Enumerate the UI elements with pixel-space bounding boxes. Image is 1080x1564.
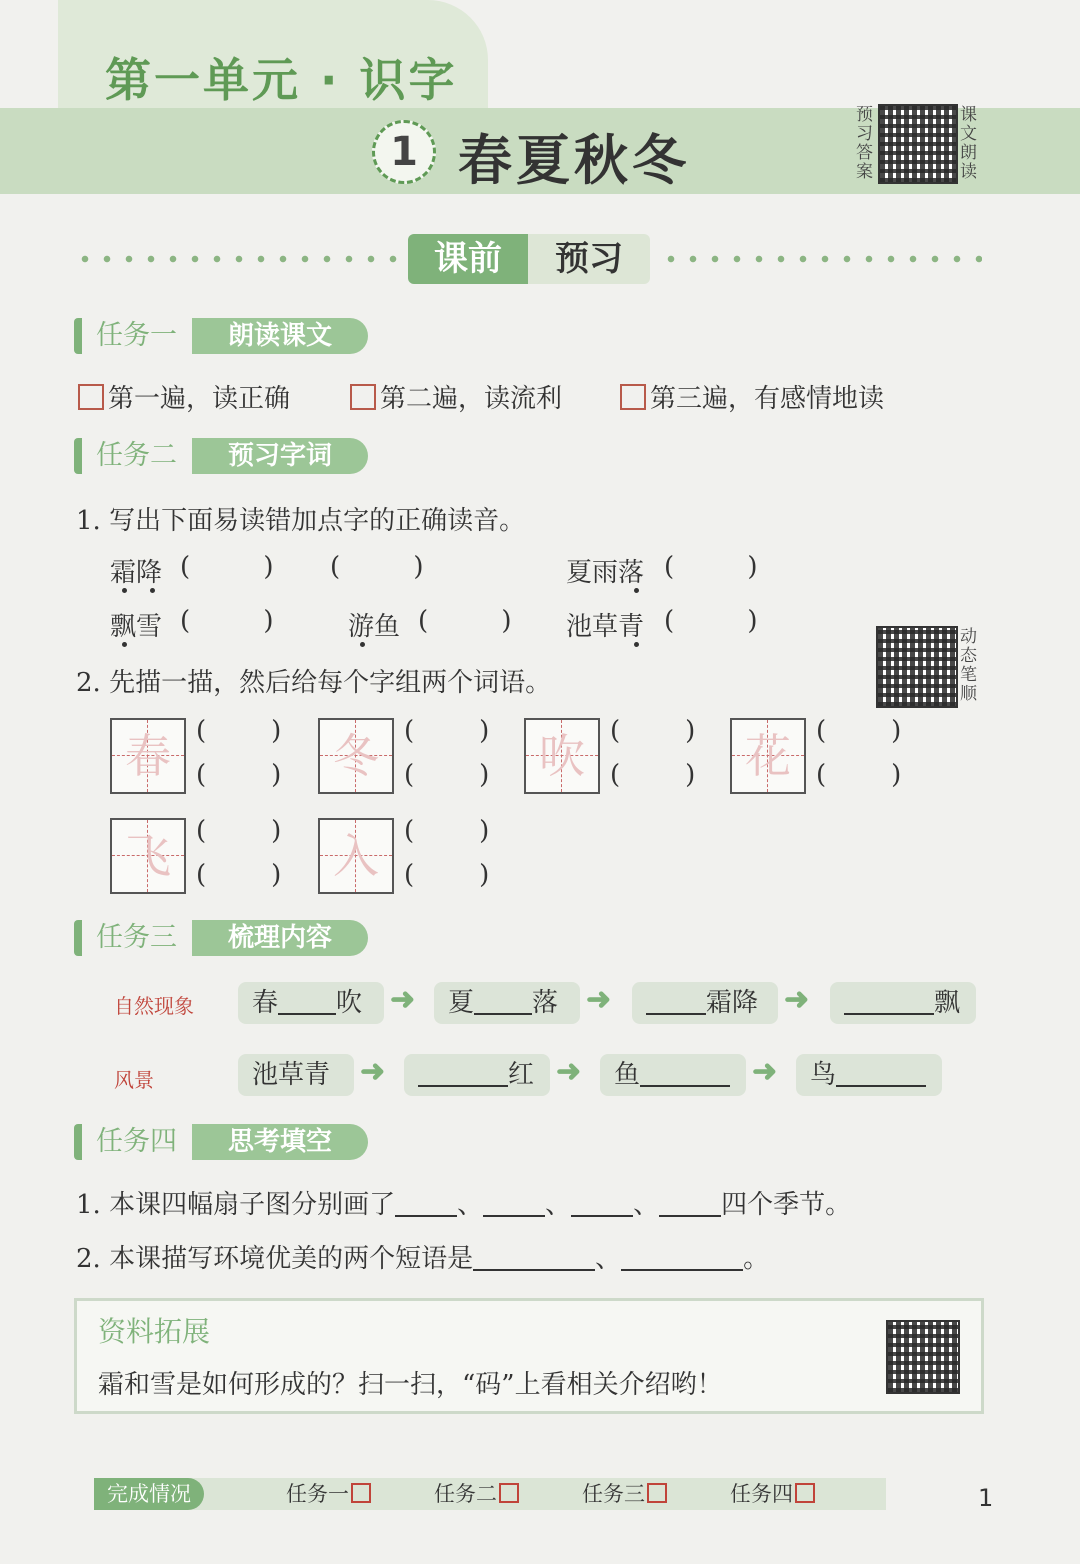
- completion-item-label: 任务四: [730, 1482, 793, 1506]
- task2-question-1: 1. 写出下面易读错加点字的正确读音。: [76, 506, 526, 536]
- fill-blank[interactable]: [646, 987, 706, 1015]
- answer-blank[interactable]: ( ): [418, 606, 512, 636]
- task1-title: 朗读课文: [192, 318, 368, 354]
- task2-title: 预习字词: [192, 438, 368, 474]
- lesson-number: 1: [372, 120, 436, 184]
- fill-blank[interactable]: [640, 1059, 730, 1087]
- completion-item-2[interactable]: [434, 1478, 519, 1510]
- word-blank[interactable]: ( ): [196, 816, 282, 846]
- separator: 、: [633, 1190, 660, 1220]
- flow-box[interactable]: [830, 982, 976, 1024]
- fill-blank[interactable]: [621, 1243, 743, 1271]
- task4-question-1: [76, 1184, 851, 1221]
- qr-code-stroke-order[interactable]: [876, 626, 958, 708]
- dotted-divider-right: [660, 254, 982, 264]
- flow-box[interactable]: [404, 1054, 550, 1096]
- check-label-3: 第三遍，有感情地读: [650, 384, 885, 414]
- fill-blank[interactable]: [483, 1189, 545, 1217]
- lesson-title: 春夏秋冬: [458, 128, 690, 192]
- info-box-text: 霜和雪是如何形成的？扫一扫，“码”上看相关介绍哟！: [98, 1370, 723, 1400]
- answer-blank[interactable]: ( ): [180, 606, 274, 636]
- word-blank[interactable]: ( ): [610, 716, 696, 746]
- task4-question-2: [76, 1238, 769, 1275]
- flow-text: 落: [532, 988, 559, 1018]
- task1-header: [74, 318, 374, 354]
- trace-char-3: 吹: [539, 729, 585, 783]
- trace-char-1: 春: [125, 729, 171, 783]
- flow-box[interactable]: [632, 982, 778, 1024]
- flow-box[interactable]: [238, 1054, 354, 1096]
- emphasis-dot: [122, 642, 127, 647]
- arrow-right-icon: ➜: [752, 1054, 778, 1089]
- info-box-title: 资料拓展: [98, 1315, 211, 1348]
- word-blank[interactable]: ( ): [404, 860, 490, 890]
- flow-text: 池草青: [252, 1060, 331, 1090]
- word-5: 池草青: [566, 612, 645, 642]
- flow-text: 夏: [448, 988, 475, 1018]
- word-2: 夏雨落: [566, 558, 645, 588]
- flow-text: 飘: [934, 988, 961, 1018]
- arrow-right-icon: ➜: [390, 982, 416, 1017]
- flow-box[interactable]: [600, 1054, 746, 1096]
- completion-item-label: 任务二: [434, 1482, 497, 1506]
- page-number: 1: [978, 1484, 994, 1512]
- emphasis-dot: [150, 588, 155, 593]
- fill-blank[interactable]: [418, 1059, 508, 1087]
- completion-item-4[interactable]: [730, 1478, 815, 1510]
- separator: 、: [545, 1190, 572, 1220]
- word-blank[interactable]: ( ): [196, 860, 282, 890]
- word-blank[interactable]: ( ): [404, 760, 490, 790]
- arrow-right-icon: ➜: [360, 1054, 386, 1089]
- word-blank[interactable]: ( ): [404, 816, 490, 846]
- word-blank[interactable]: ( ): [404, 716, 490, 746]
- q1-text: 1. 本课四幅扇子图分别画了: [76, 1190, 396, 1220]
- emphasis-dot: [122, 588, 127, 593]
- qr-answer-label: 预习答案: [856, 105, 873, 182]
- task3-bar: [74, 920, 82, 956]
- check-item-3[interactable]: [620, 378, 884, 415]
- check-item-1[interactable]: [78, 378, 290, 415]
- emphasis-dot: [634, 642, 639, 647]
- checkbox[interactable]: [620, 384, 646, 410]
- fill-blank[interactable]: [659, 1189, 721, 1217]
- section-banner-part2: 预习: [528, 234, 650, 284]
- answer-blank[interactable]: ( ): [664, 552, 758, 582]
- qr-code-answers[interactable]: [878, 104, 958, 184]
- flow-text: 吹: [336, 988, 363, 1018]
- flow-box[interactable]: [238, 982, 384, 1024]
- fill-blank[interactable]: [844, 987, 934, 1015]
- flow-text: 鸟: [810, 1060, 837, 1090]
- task3-title: 梳理内容: [192, 920, 368, 956]
- writing-grid-5[interactable]: [110, 818, 186, 894]
- trace-char-4: 花: [745, 729, 791, 783]
- task4-label: 任务四: [96, 1126, 177, 1157]
- word-blank[interactable]: ( ): [196, 760, 282, 790]
- word-blank[interactable]: ( ): [610, 760, 696, 790]
- task1-label: 任务一: [96, 320, 177, 351]
- completion-item-3[interactable]: [582, 1478, 667, 1510]
- trace-char-2: 冬: [333, 729, 379, 783]
- q2-text: 2. 本课描写环境优美的两个短语是: [76, 1244, 474, 1274]
- word-blank[interactable]: ( ): [816, 760, 902, 790]
- separator: 、: [457, 1190, 484, 1220]
- checkbox[interactable]: [647, 1483, 667, 1503]
- task2-header: [74, 438, 374, 474]
- emphasis-dot: [360, 642, 365, 647]
- flow-text: 红: [508, 1060, 535, 1090]
- checkbox[interactable]: [78, 384, 104, 410]
- writing-grid-1[interactable]: [110, 718, 186, 794]
- section-banner-part1: 课前: [408, 234, 528, 284]
- flow-text: 霜降: [706, 988, 759, 1018]
- flow-box[interactable]: [434, 982, 580, 1024]
- task2-bar: [74, 438, 82, 474]
- checkbox[interactable]: [795, 1483, 815, 1503]
- completion-label: 完成情况: [94, 1478, 204, 1510]
- qr-reading-label: 课文朗读: [960, 105, 977, 182]
- task4-title: 思考填空: [192, 1124, 368, 1160]
- word-blank[interactable]: ( ): [816, 716, 902, 746]
- word-4: 游鱼: [348, 612, 401, 642]
- answer-blank[interactable]: ( ): [664, 606, 758, 636]
- unit-title: 第一单元 · 识字: [105, 53, 458, 107]
- task2-label: 任务二: [96, 440, 177, 471]
- qr-code-extension[interactable]: [886, 1320, 960, 1394]
- flow-row2-label: 风景: [114, 1068, 154, 1092]
- writing-grid-3[interactable]: [524, 718, 600, 794]
- q1-end-text: 四个季节。: [721, 1190, 852, 1220]
- check-item-2[interactable]: [350, 378, 562, 415]
- writing-grid-4[interactable]: [730, 718, 806, 794]
- arrow-right-icon: ➜: [586, 982, 612, 1017]
- flow-box[interactable]: [796, 1054, 942, 1096]
- flow-text: 春: [252, 988, 279, 1018]
- checkbox[interactable]: [350, 384, 376, 410]
- arrow-right-icon: ➜: [784, 982, 810, 1017]
- answer-blank[interactable]: ( ): [330, 552, 424, 582]
- arrow-right-icon: ➜: [556, 1054, 582, 1089]
- checkbox[interactable]: [499, 1483, 519, 1503]
- completion-item-label: 任务一: [286, 1482, 349, 1506]
- fill-blank[interactable]: [474, 987, 532, 1015]
- answer-blank[interactable]: ( ): [180, 552, 274, 582]
- task4-bar: [74, 1124, 82, 1160]
- writing-grid-2[interactable]: [318, 718, 394, 794]
- word-blank[interactable]: ( ): [196, 716, 282, 746]
- flow-row1-label: 自然现象: [114, 994, 194, 1018]
- trace-char-5: 飞: [125, 829, 171, 883]
- trace-char-6: 入: [333, 829, 379, 883]
- fill-blank[interactable]: [473, 1243, 595, 1271]
- q2-end-text: 。: [743, 1244, 770, 1274]
- task1-bar: [74, 318, 82, 354]
- check-label-2: 第二遍，读流利: [380, 384, 563, 414]
- separator: 、: [595, 1244, 622, 1274]
- completion-item-1[interactable]: [286, 1478, 371, 1510]
- fill-blank[interactable]: [278, 987, 336, 1015]
- check-label-1: 第一遍，读正确: [108, 384, 291, 414]
- word-3: 飘雪: [110, 612, 163, 642]
- emphasis-dot: [634, 588, 639, 593]
- completion-item-label: 任务三: [582, 1482, 645, 1506]
- task3-header: [74, 920, 374, 956]
- writing-grid-6[interactable]: [318, 818, 394, 894]
- checkbox[interactable]: [351, 1483, 371, 1503]
- task4-header: [74, 1124, 374, 1160]
- dotted-divider-left: [74, 254, 400, 264]
- fill-blank[interactable]: [395, 1189, 457, 1217]
- flow-text: 鱼: [614, 1060, 641, 1090]
- fill-blank[interactable]: [571, 1189, 633, 1217]
- fill-blank[interactable]: [836, 1059, 926, 1087]
- task2-question-2: 2. 先描一描，然后给每个字组两个词语。: [76, 668, 552, 698]
- stroke-order-label: 动态笔顺: [960, 627, 977, 704]
- task3-label: 任务三: [96, 922, 177, 953]
- word-1: 霜降: [110, 558, 163, 588]
